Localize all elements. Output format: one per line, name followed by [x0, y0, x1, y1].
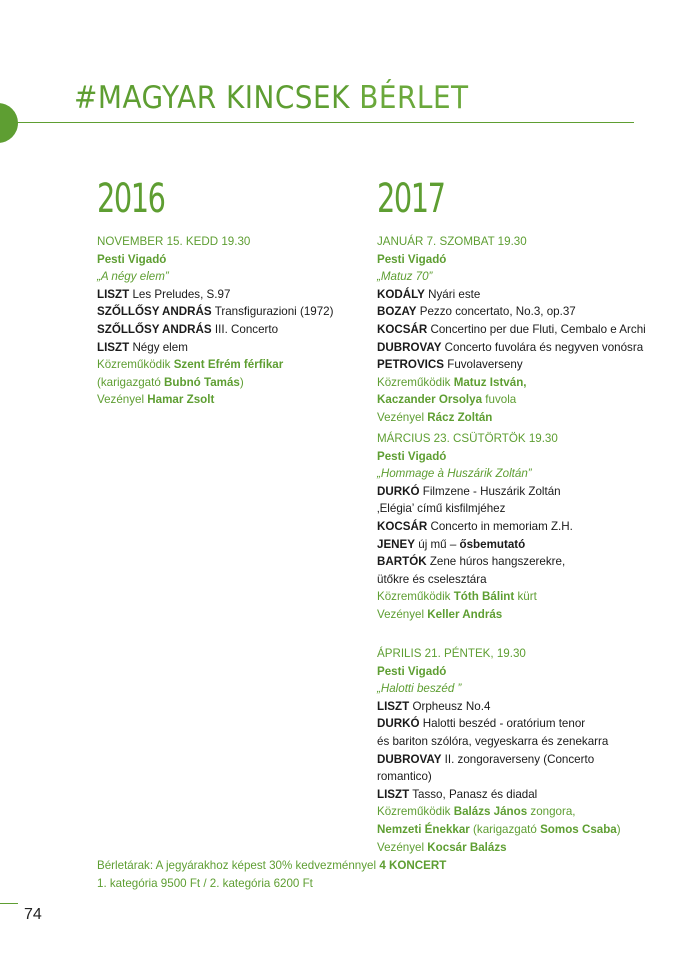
program-item: LISZT Orpheusz No.4 [377, 699, 491, 713]
program-item: SZŐLLŐSY ANDRÁS III. Concerto [97, 322, 279, 336]
performers: Közreműködik Matuz István, [377, 375, 527, 389]
program-item: KODÁLY Nyári este [377, 287, 481, 301]
page-title [74, 80, 469, 116]
page-number: 74 [24, 906, 42, 923]
program-item: SZŐLLŐSY ANDRÁS Transfigurazioni (1972) [97, 305, 334, 319]
header-rule [16, 122, 634, 123]
concert-subtitle: „A négy elem” [97, 270, 169, 284]
concert-subtitle: „Hommage à Huszárik Zoltán” [377, 467, 532, 481]
price-categories: 1. kategória 9500 Ft / 2. kategória 6200 Ft [97, 876, 313, 890]
concert-date: MÁRCIUS 23. CSÜTÖRTÖK 19.30 [377, 432, 558, 445]
concert-venue: Pesti Vigadó [97, 252, 167, 266]
concert-date: JANUÁR 7. SZOMBAT 19.30 [377, 235, 527, 248]
program-item: BARTÓK Zene húros hangszerekre, [377, 555, 566, 569]
program-item: DURKÓ Filmzene - Huszárik Zoltán [377, 484, 561, 498]
green-tab-marker [0, 103, 18, 143]
year-2017: 2017 [377, 176, 445, 222]
program-item: DURKÓ Halotti beszéd - oratórium tenor [377, 717, 586, 731]
program-item: BOZAY Pezzo concertato, No.3, op.37 [377, 305, 576, 319]
program-item: LISZT Les Preludes, S.97 [97, 287, 231, 301]
subscription-prices [97, 857, 446, 892]
concert-venue: Pesti Vigadó [377, 252, 447, 266]
conductor: Vezényel Keller András [377, 607, 503, 621]
choir-director: (karigazgató Bubnó Tamás) [97, 375, 244, 389]
program-item: DUBROVAY II. zongoraverseny (Concerto [377, 752, 595, 766]
program-item: LISZT Négy elem [97, 340, 188, 354]
program-item: KOCSÁR Concertino per due Fluti, Cembalo e Archi [377, 322, 646, 336]
performers: Közreműködik Szent Efrém férfikar [97, 358, 284, 372]
program-item-cont: ütőkre és cselesztára [377, 572, 487, 586]
concert-venue: Pesti Vigadó [377, 449, 447, 463]
concert-subtitle: „Matuz 70” [377, 270, 433, 284]
concert-april [377, 645, 621, 856]
concert-march [377, 430, 573, 624]
performers: Közreműködik Tóth Bálint kürt [377, 590, 537, 604]
concert-date: NOVEMBER 15. KEDD 19.30 [97, 235, 251, 248]
footer-rule [0, 903, 18, 904]
concert-january [377, 233, 646, 427]
program-item: KOCSÁR Concerto in memoriam Z.H. [377, 519, 573, 533]
title-main: #MAGYAR KINCSEK [74, 80, 350, 116]
program-item-cont: és bariton szólóra, vegyeskarra és zenekarra [377, 734, 609, 748]
concert-subtitle: „Halotti beszéd ” [377, 682, 462, 696]
concert-november [97, 233, 333, 409]
performers-cont: Kaczander Orsolya fuvola [377, 393, 517, 407]
program-item: LISZT Tasso, Panasz és diadal [377, 787, 538, 801]
program-item-cont: romantico) [377, 770, 432, 784]
concert-date: ÁPRILIS 21. PÉNTEK, 19.30 [377, 647, 526, 660]
program-item: PETROVICS Fuvolaverseny [377, 358, 523, 372]
title-light: BÉRLET [359, 80, 469, 116]
concert-venue: Pesti Vigadó [377, 664, 447, 678]
conductor: Vezényel Kocsár Balázs [377, 840, 507, 854]
performers-cont: Nemzeti Énekkar (karigazgató Somos Csaba) [377, 822, 621, 836]
program-item: DUBROVAY Concerto fuvolára és negyven vonósra [377, 340, 644, 354]
conductor: Vezényel Rácz Zoltán [377, 410, 493, 424]
performers: Közreműködik Balázs János zongora, [377, 805, 576, 819]
year-2016: 2016 [97, 176, 165, 222]
program-item-cont: ‚Elégia’ című kisfilmjéhez [377, 502, 506, 516]
program-item: JENEY új mű – ősbemutató [377, 537, 526, 551]
subscription-line: Bérletárak: A jegyárakhoz képest 30% kedvezménnyel 4 KONCERT [97, 859, 447, 872]
conductor: Vezényel Hamar Zsolt [97, 393, 215, 407]
